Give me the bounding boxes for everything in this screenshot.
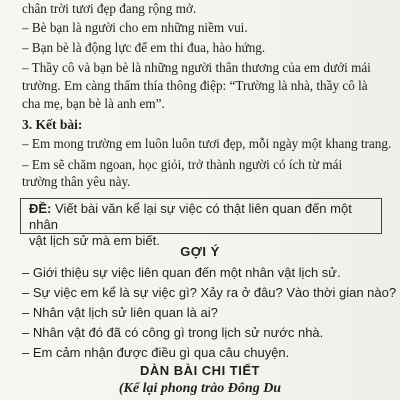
prompt-line-1: Viết bài văn kể lại sự việc có thật liên quan đến một nhân: [29, 201, 352, 232]
hint-item-5: – Em cảm nhận được điều gì qua câu chuyện.: [22, 345, 290, 360]
hint-item-2: – Sự việc em kể là sự việc gì? Xảy ra ở đâu? Vào thời gian nào?: [22, 285, 397, 300]
detailed-subtitle: (Kể lại phong trào Đông Du: [118, 381, 282, 396]
conclusion-line-1: – Em mong trường em luôn luôn tươi đẹp, mỗi ngày một khang trang.: [22, 136, 392, 151]
body-line-4: – Thầy cô và bạn bè là những người thân thương của em dưới mái: [22, 60, 371, 75]
conclusion-line-2: – Em sẽ chăm ngoan, học giỏi, trở thành người có ích từ mái: [22, 157, 343, 172]
body-line-6: cha mẹ, bạn bè là anh em”.: [22, 96, 165, 111]
body-line-3: – Bạn bè là động lực để em thi đua, hào hứng.: [22, 40, 266, 55]
body-line-5: trường. Em càng thấm thía thông điệp: “Trường là nhà, thầy cô là: [22, 78, 368, 93]
body-line-1: chân trời tươi đẹp đang rộng mở.: [22, 1, 197, 16]
body-line-2: – Bè bạn là người cho em những niềm vui.: [22, 20, 248, 35]
prompt-line-2: vật lịch sử mà em biết.: [29, 233, 160, 248]
prompt-label: ĐỀ:: [29, 201, 52, 216]
prompt-text: [29, 201, 375, 249]
prompt-box: [20, 198, 382, 248]
detailed-heading: DÀN BÀI CHI TIẾT: [140, 363, 260, 378]
conclusion-heading: 3. Kết bài:: [22, 117, 83, 132]
hint-item-3: – Nhân vật lịch sử liên quan là ai?: [22, 305, 218, 320]
conclusion-line-3: trường thân yêu này.: [22, 174, 131, 189]
hint-item-1: – Giới thiệu sự việc liên quan đến một nhân vật lịch sử.: [22, 265, 341, 280]
hints-heading: GỢI Ý: [180, 244, 220, 259]
hint-item-4: – Nhân vật đó đã có công gì trong lịch sử nước nhà.: [22, 325, 324, 340]
